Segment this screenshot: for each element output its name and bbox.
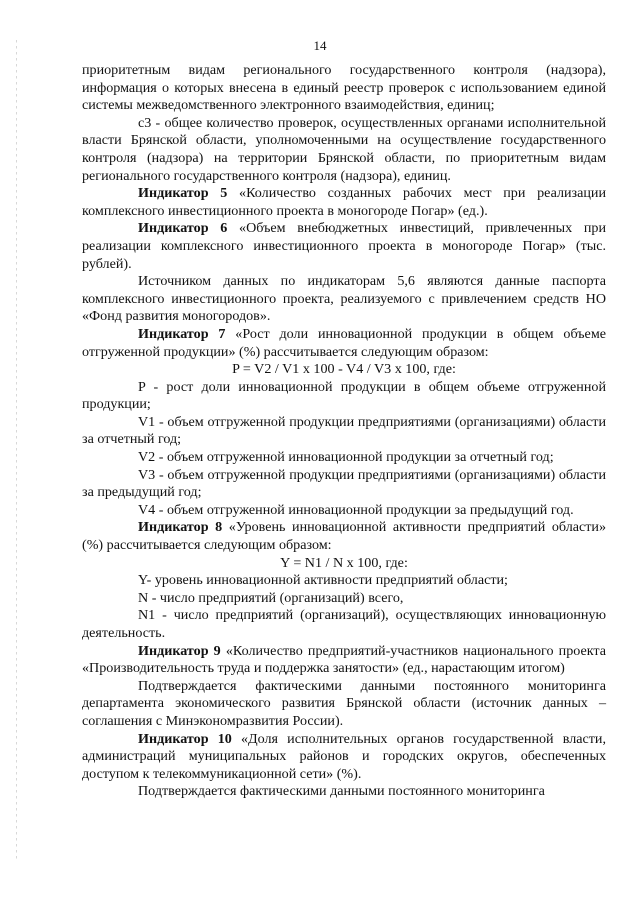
- indicator-5-text: «Количество созданных рабочих мест при реализации комплексного инвестиционного проекта в моногороде Погар» (ед.).: [82, 185, 606, 219]
- indicator-5-paragraph: [82, 185, 606, 220]
- paragraph-c3-definition: с3 - общее количество проверок, осуществленных органами исполнительной власти Брянской области, уполномоченными на осуществление государственного контроля (надзора) на территории Брянской области, по приоритетным видам регионального государственного контроля (надзора), единиц.: [82, 114, 606, 184]
- definition-y: Y- уровень инновационной активности предприятий области;: [138, 572, 508, 589]
- indicator-9-label: Индикатор 9: [138, 642, 221, 659]
- formula-y: Y = N1 / N x 100, где:: [280, 554, 408, 571]
- definition-v3: V3 - объем отгруженной продукции предприятиями (организациями) области за предыдущий год;: [82, 466, 606, 501]
- indicator-10-label: Индикатор 10: [138, 730, 232, 747]
- indicator-8-text: «Уровень инновационной активности предприятий области» (%) рассчитывается следующим образом:: [82, 519, 607, 554]
- definition-v4: V4 - объем отгруженной инновационной продукции за предыдущий год.: [138, 501, 574, 518]
- indicator-9-paragraph: [82, 643, 606, 678]
- formula-p: P = V2 / V1 x 100 - V4 / V3 x 100, где:: [232, 361, 456, 378]
- source-indicator-10: Подтверждается фактическими данными постоянного мониторинга: [138, 783, 545, 800]
- indicator-7-label: Индикатор 7: [138, 325, 226, 342]
- indicator-5-label: Индикатор 5: [138, 185, 228, 202]
- indicator-10-paragraph: [82, 731, 606, 784]
- indicator-8-label: Индикатор 8: [138, 519, 223, 536]
- definition-v1: V1 - объем отгруженной продукции предприятиями (организациями) области за отчетный год;: [82, 413, 606, 448]
- indicator-7-paragraph: [82, 326, 606, 361]
- source-indicators-5-6: Источником данных по индикаторам 5,6 являются данные паспорта комплексного инвестиционного проекта, реализуемого с привлечением средств НО «Фонд развития моногородов».: [82, 273, 606, 325]
- scan-margin-artifact: [16, 40, 17, 860]
- paragraph-1: приоритетным видам регионального государственного контроля (надзора), информация о которых внесена в единый реестр проверок с использованием единой системы межведомственного электронного взаимодействия, единиц;: [82, 62, 606, 114]
- indicator-6-text: «Объем внебюджетных инвестиций, привлеченных при реализации комплексного инвестиционного проекта в моногороде Погар» (тыс. рублей).: [82, 220, 606, 272]
- indicator-6-paragraph: [82, 220, 606, 273]
- definition-p: P - рост доли инновационной продукции в общем объеме отгруженной продукции;: [82, 378, 606, 413]
- page-number: 14: [313, 38, 327, 53]
- source-indicator-9: Подтверждается фактическими данными постоянного мониторинга департамента экономического развития Брянской области (источник данных – соглашения с Минэкономразвития России).: [82, 677, 606, 729]
- definition-v2: V2 - объем отгруженной инновационной продукции за отчетный год;: [138, 449, 554, 466]
- indicator-8-paragraph: [82, 519, 606, 554]
- indicator-7-text: «Рост доли инновационной продукции в общем объеме отгруженной продукции» (%) рассчитывается следующим образом:: [82, 325, 606, 360]
- definition-n1: N1 - число предприятий (организаций), осуществляющих инновационную деятельность.: [82, 607, 606, 641]
- indicator-6-label: Индикатор 6: [138, 220, 228, 237]
- document-body: [82, 62, 606, 801]
- indicator-10-text: «Доля исполнительных органов государственной власти, администраций муниципальных районов и городских округов, обеспеченных доступом к телекоммуникационной сети» (%).: [82, 730, 606, 782]
- indicator-9-text: «Количество предприятий-участников национального проекта «Производительность труда и поддержка занятости» (ед., нарастающим итогом): [82, 642, 606, 677]
- definition-n: N - число предприятий (организаций) всего,: [138, 589, 404, 606]
